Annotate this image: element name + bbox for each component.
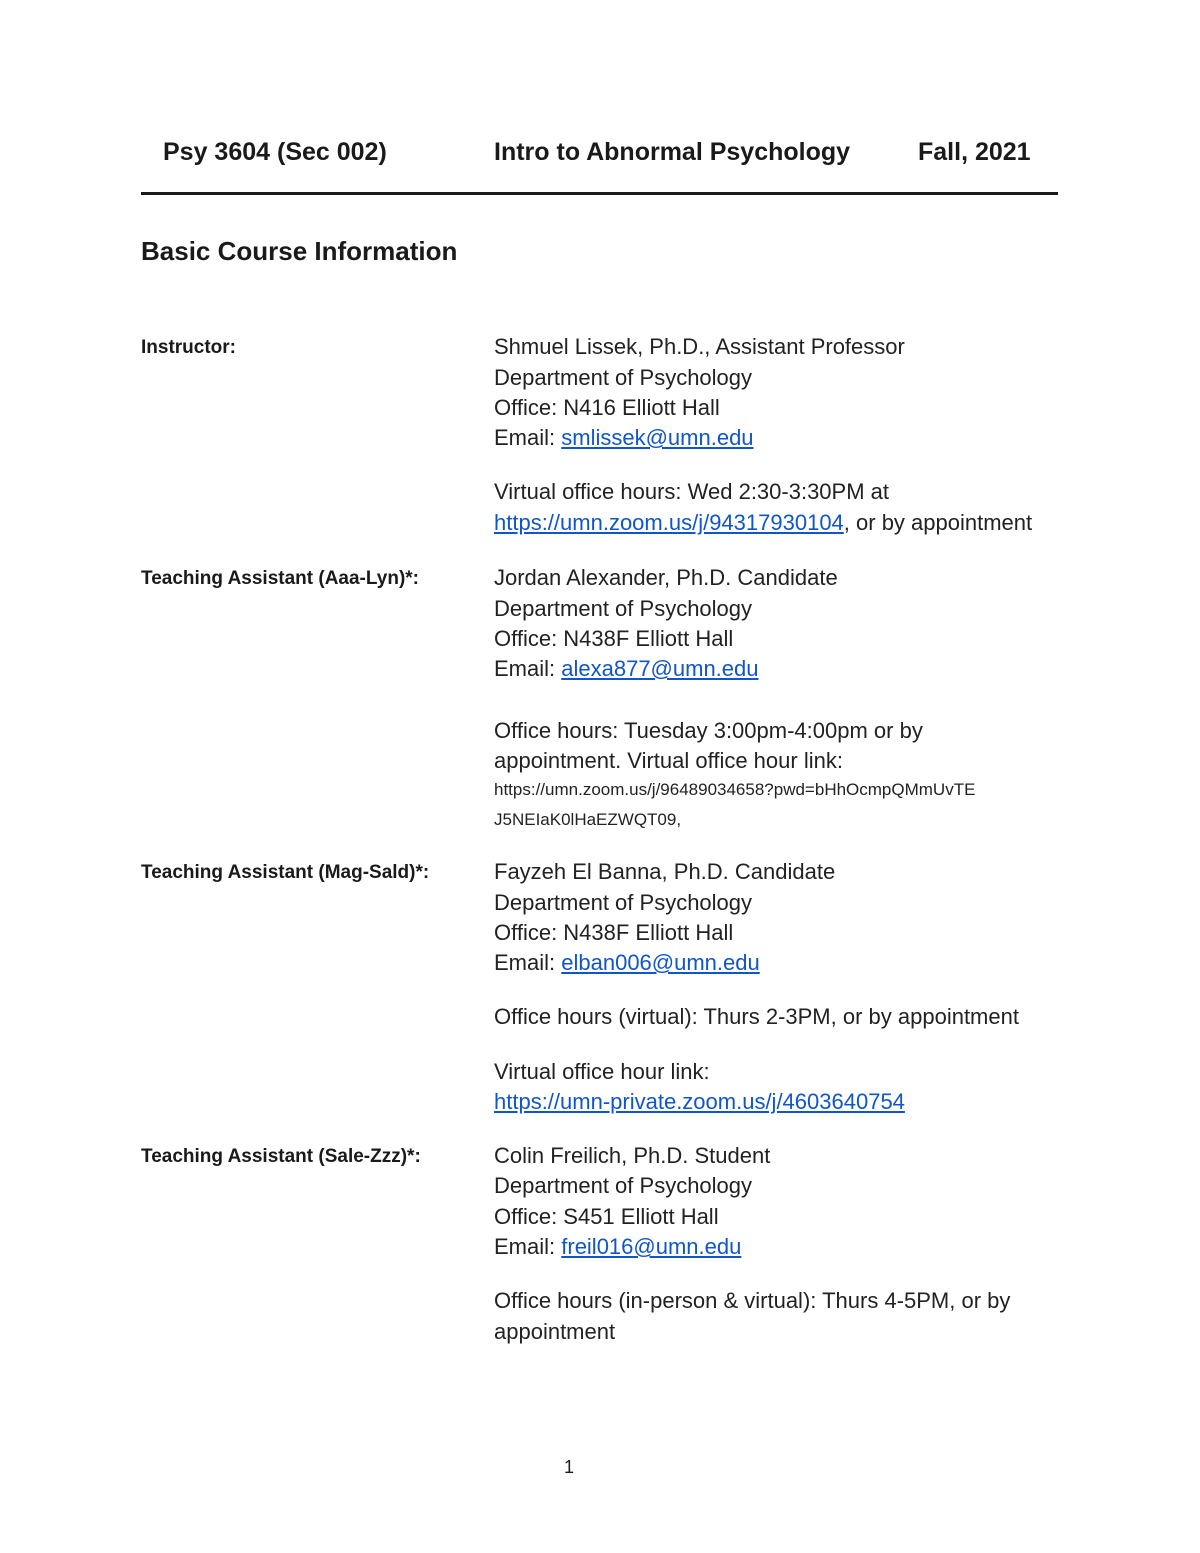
course-term: Fall, 2021 [918, 138, 1031, 166]
ta1-email-line [494, 656, 759, 682]
email-prefix: Email: [494, 1234, 562, 1259]
instructor-hours: Virtual office hours: Wed 2:30-3:30PM at [494, 479, 890, 504]
ta2-email-line [494, 950, 760, 976]
ta2-name: Fayzeh El Banna, Ph.D. Candidate [494, 859, 836, 884]
ta2-zoom-link[interactable]: https://umn-private.zoom.us/j/4603640754 [494, 1089, 905, 1114]
email-prefix: Email: [494, 950, 562, 975]
course-code: Psy 3604 (Sec 002) [163, 138, 387, 166]
instructor-hours-suffix: , or by appointment [843, 510, 1033, 535]
ta2-hours: Office hours (virtual): Thurs 2-3PM, or by appointment [494, 1004, 1019, 1029]
course-title: Intro to Abnormal Psychology [494, 138, 851, 166]
ta3-name: Colin Freilich, Ph.D. Student [494, 1143, 771, 1168]
ta3-hours-line2: appointment [494, 1319, 616, 1344]
ta1-office: Office: N438F Elliott Hall [494, 626, 734, 651]
ta2-dept: Department of Psychology [494, 890, 753, 915]
ta3-office: Office: S451 Elliott Hall [494, 1204, 719, 1229]
ta1-label: Teaching Assistant (Aaa-Lyn)*: [141, 568, 420, 589]
ta3-hours-line1: Office hours (in-person & virtual): Thurs 4-5PM, or by [494, 1288, 1011, 1313]
ta2-office: Office: N438F Elliott Hall [494, 920, 734, 945]
ta2-link-label: Virtual office hour link: [494, 1059, 710, 1084]
ta1-hours-line2: appointment. Virtual office hour link: [494, 748, 843, 773]
page-number: 1 [564, 1457, 575, 1477]
ta1-name: Jordan Alexander, Ph.D. Candidate [494, 565, 838, 590]
section-title: Basic Course Information [141, 236, 458, 266]
instructor-email-line [494, 425, 754, 451]
ta2-email-link[interactable]: elban006@umn.edu [561, 950, 760, 975]
instructor-office: Office: N416 Elliott Hall [494, 395, 720, 420]
ta2-link-line [494, 1089, 905, 1115]
ta1-zoom-link-line2[interactable]: J5NEIaK0lHaEZWQT09, [494, 810, 682, 829]
instructor-dept: Department of Psychology [494, 365, 753, 390]
email-prefix: Email: [494, 656, 562, 681]
instructor-label: Instructor: [141, 337, 236, 358]
instructor-email-link[interactable]: smlissek@umn.edu [561, 425, 754, 450]
ta1-email-link[interactable]: alexa877@umn.edu [561, 656, 759, 681]
ta1-dept: Department of Psychology [494, 596, 753, 621]
header-divider [141, 192, 1058, 195]
instructor-zoom-link[interactable]: https://umn.zoom.us/j/94317930104 [494, 510, 844, 535]
ta3-label: Teaching Assistant (Sale-Zzz)*: [141, 1146, 421, 1167]
ta3-email-link[interactable]: freil016@umn.edu [561, 1234, 742, 1259]
ta1-hours-line1: Office hours: Tuesday 3:00pm-4:00pm or by [494, 718, 923, 743]
ta3-dept: Department of Psychology [494, 1173, 753, 1198]
instructor-hours-link-line [494, 510, 1032, 536]
ta1-zoom-link-line1[interactable]: https://umn.zoom.us/j/96489034658?pwd=bHhOcmpQMmUvTE [494, 780, 976, 799]
ta3-email-line [494, 1234, 741, 1260]
instructor-name: Shmuel Lissek, Ph.D., Assistant Professor [494, 334, 905, 359]
ta2-label: Teaching Assistant (Mag-Sald)*: [141, 862, 430, 883]
email-prefix: Email: [494, 425, 562, 450]
